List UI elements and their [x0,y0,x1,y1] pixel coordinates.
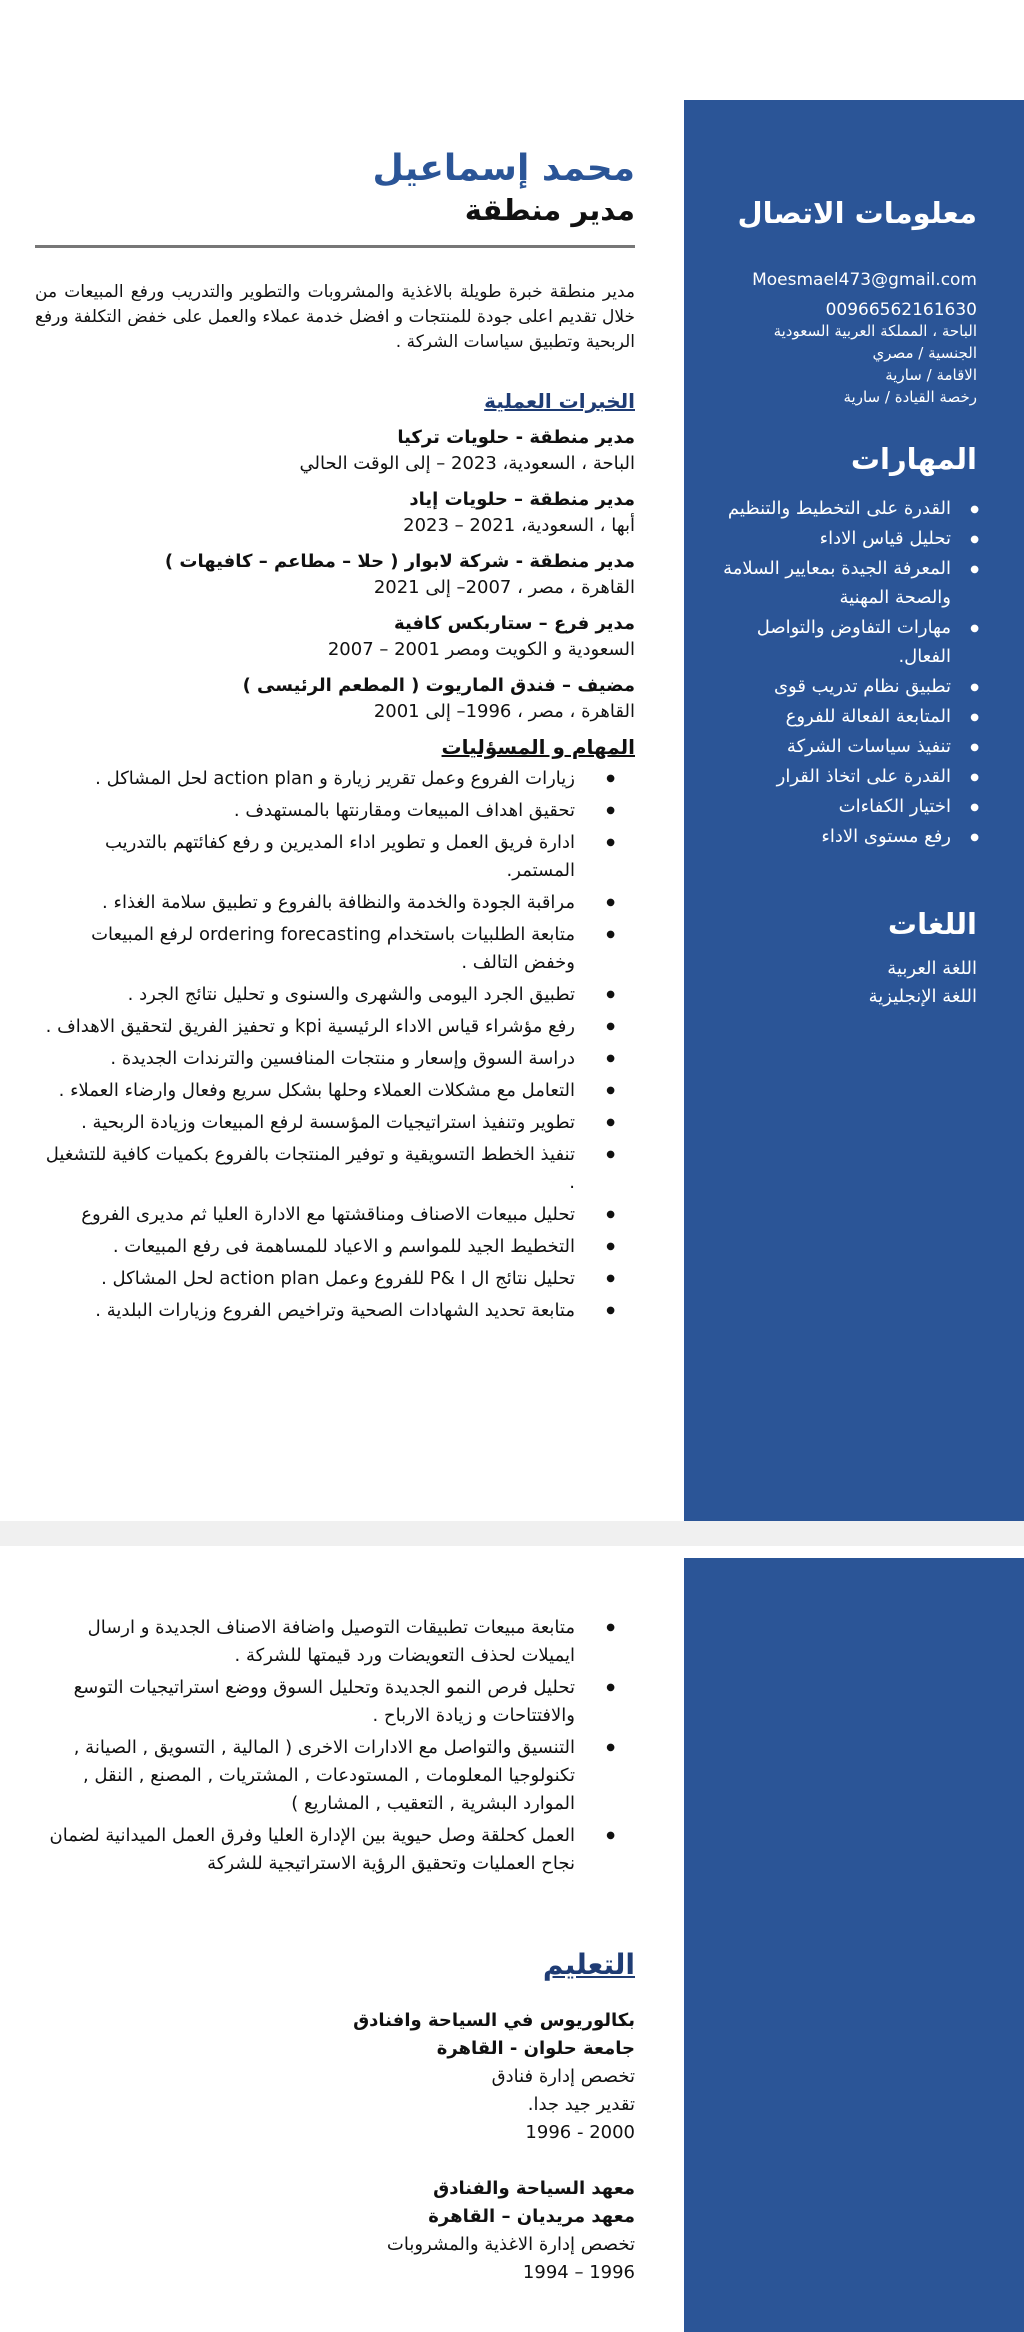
education-years: 1996 – 1994 [522,2262,635,2283]
task-item: ● متابعة الطلبيات باستخدام ordering forecasting لرفع المبيعات وخفض التالف . [35,921,575,977]
skill-item: ● تطبيق نظام تدريب قوى [714,672,951,701]
education-item [35,2175,635,2287]
job-title: مدير منطقة [464,193,635,227]
task-item: ● ادارة فريق العمل و تطوير اداء المديرين و رفع كفائتهم بالتدريب المستمر. [35,829,575,885]
task-item: ● زيارات الفروع وعمل تقرير زيارة و action plan لحل المشاكل . [35,765,575,793]
contact-nationality: الجنسية / مصري [872,344,977,362]
tasks-list [35,765,635,1325]
experience-place: أبها ، السعودية، 2021 – 2023 [403,515,635,536]
header-divider [35,245,635,248]
education-major: تخصص إدارة فنادق [491,2066,635,2087]
task-item: ● تطوير وتنفيذ استراتيجيات المؤسسة لرفع المبيعات وزيادة الربحية . [35,1109,575,1137]
task-item: ● تحليل فرص النمو الجديدة وتحليل السوق ووضع استراتيجيات التوسع والافتتاحات و زيادة الارباح . [35,1674,575,1730]
skill-item: ● المعرفة الجيدة بمعايير السلامة والصحة المهنية [714,554,951,612]
task-item: ● متابعة تحديد الشهادات الصحية وتراخيص الفروع وزيارات البلدية . [35,1297,575,1325]
experience-title: مدير منطقة – حلويات إياد [409,489,635,510]
skill-item: ● مهارات التفاوض والتواصل الفعال. [714,613,951,671]
experience-title: مضيف – فندق الماريوت ( المطعم الرئيسى ) [242,675,635,696]
task-item: ● رفع مؤشراء قياس الاداء الرئيسية kpi و تحفيز الفريق لتحقيق الاهداف . [35,1013,575,1041]
tasks-list-continued [35,1614,635,1878]
experience-item [35,549,635,601]
education-item [35,2007,635,2147]
task-item: ● التعامل مع مشكلات العملاء وحلها بشكل سريع وفعال وارضاء العملاء . [35,1077,575,1105]
experience-item [35,673,635,725]
experience-item [35,487,635,539]
person-name: محمد إسماعيل [372,148,635,189]
experience-title: مدير منطقة - شركة لابوار ( حلا – مطاعم – كافيهات ) [164,551,635,572]
main-column [35,148,635,1329]
language-item: اللغة العربية [887,958,977,979]
task-item: ● التنسيق والتواصل مع الادارات الاخرى ( المالية , التسويق , الصيانة , تكنولوجيا المعلومات , المستودعات , المشتريات , المصنع , النقل , الموارد البشرية , التعقيب , المشاريع ) [35,1734,575,1818]
task-item: ● تنفيذ الخطط التسويقية و توفير المنتجات بالفروع بكميات كافية للتشغيل . [35,1141,575,1197]
education-degree: بكالوريوس في السياحة وافنادق [353,2010,635,2031]
skill-item: ● المتابعة الفعالة للفروع [714,702,951,731]
sidebar [684,1558,1024,2332]
resume-page-2 [0,1546,1024,2332]
skill-item: ● تحليل قياس الاداء [714,524,951,553]
experience-place: الباحة ، السعودية، 2023 – إلى الوقت الحالي [299,453,635,474]
languages-heading: اللغات [887,907,977,941]
experience-place: القاهرة ، مصر ، 1996– إلى 2001 [373,701,635,722]
main-column [35,1608,635,2287]
experience-place: القاهرة ، مصر ، 2007– إلى 2021 [373,577,635,598]
experience-item [35,425,635,477]
task-item: ● دراسة السوق وإسعار و منتجات المنافسين والترندات الجديدة . [35,1045,575,1073]
task-item: ● التخطيط الجيد للمواسم و الاعياد للمساهمة فى رفع المبيعات . [35,1233,575,1261]
tasks-heading: المهام و المسؤليات [441,735,635,759]
profile-summary: مدير منطقة خبرة طويلة بالاغذية والمشروبات والتطوير والتدريب ورفع المبيعات من خلال تقديم اعلى جودة للمنتجات و افضل خدمة عملاء والعمل على خفض التكلفة ورفع الربحية وتطبيق سياسات الشركة . [35,282,635,352]
skill-item: ● القدرة على اتخاذ القرار [714,762,951,791]
task-item: ● تطبيق الجرد اليومى والشهرى والسنوى و تحليل نتائج الجرد . [35,981,575,1009]
task-item: ● تحليل مبيعات الاصناف ومناقشتها مع الادارة العليا ثم مديرى الفروع [35,1201,575,1229]
task-item: ● العمل كحلقة وصل حيوية بين الإدارة العليا وفرق العمل الميدانية لضمان نجاح العمليات وتحقيق الرؤية الاستراتيجية للشركة [35,1822,575,1878]
contact-heading: معلومات الاتصال [737,196,977,230]
contact-phone: 00966562161630 [825,300,977,320]
task-item: ● تحليل نتائج ال P& l للفروع وعمل action plan لحل المشاكل . [35,1265,575,1293]
experience-place: السعودية و الكويت ومصر 2001 – 2007 [327,639,635,660]
experience-heading: الخبرات العملية [484,389,635,413]
experience-title: مدير فرع – ستاربكس كافية [394,613,635,634]
skills-list [714,494,977,851]
task-item: ● تحقيق اهداف المبيعات ومقارنتها بالمستهدف . [35,797,575,825]
skill-item: ● القدرة على التخطيط والتنظيم [714,494,951,523]
skills-heading: المهارات [850,442,977,476]
skill-item: ● اختيار الكفاءات [714,792,951,821]
skill-item: ● رفع مستوى الاداء [714,822,951,851]
skill-item: ● تنفيذ سياسات الشركة [714,732,951,761]
education-major: تخصص إدارة الاغذية والمشروبات [386,2234,635,2255]
education-grade: تقدير جيد جدا. [527,2094,635,2115]
education-school: جامعة حلوان - القاهرة [436,2038,635,2059]
contact-email[interactable]: Moesmael473@gmail.com [752,270,977,290]
experience-item [35,611,635,663]
education-degree: معهد السياحة والفنادق [433,2178,635,2199]
education-years: 2000 - 1996 [525,2122,635,2143]
language-item: اللغة الإنجليزية [868,986,977,1007]
education-heading: التعليم [542,1948,635,1981]
education-school: معهد مريديان – القاهرة [428,2206,635,2227]
contact-residence: الاقامة / سارية [885,366,977,384]
experience-title: مدير منطقة - حلويات تركيا [397,427,635,448]
contact-location: الباحة ، المملكة العربية السعودية [773,322,977,340]
contact-license: رخصة القيادة / سارية [843,388,977,406]
task-item: ● مراقبة الجودة والخدمة والنظافة بالفروع و تطبيق سلامة الغذاء . [35,889,575,917]
task-item: ● متابعة مبيعات تطبيقات التوصيل واضافة الاصناف الجديدة و ارسال ايميلات لحذف التعويضات ورد قيمتها للشركة . [35,1614,575,1670]
sidebar [684,100,1024,1521]
